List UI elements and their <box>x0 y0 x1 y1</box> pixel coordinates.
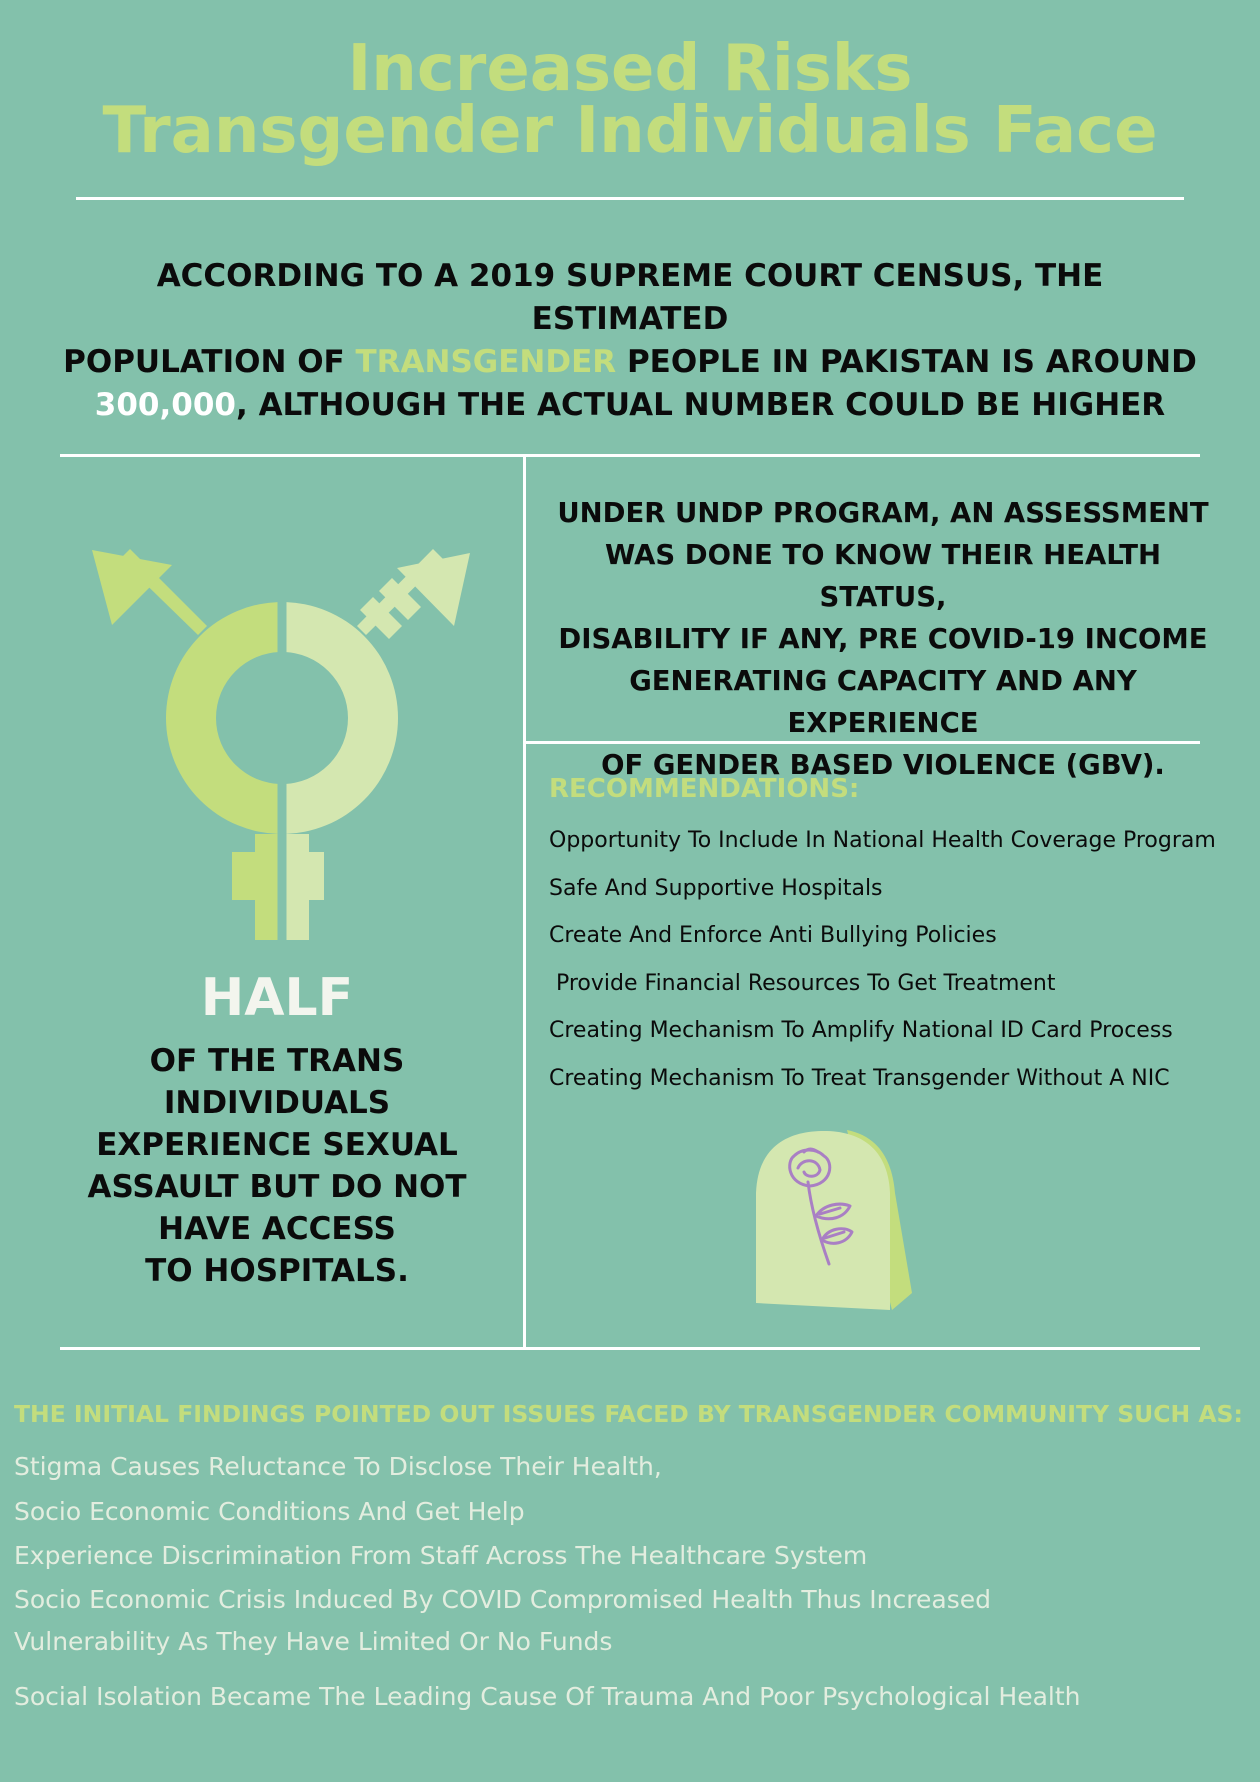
half-line: ASSAULT BUT DO NOT <box>87 1169 467 1205</box>
undp-line: DISABILITY IF ANY, PRE COVID-19 INCOME <box>558 623 1208 655</box>
divider-top <box>76 197 1184 200</box>
recommendation-item: Creating Mechanism To Treat Transgender Without A NIC <box>549 1065 1170 1091</box>
undp-line: WAS DONE TO KNOW THEIR HEALTH STATUS, <box>604 539 1162 613</box>
recommendation-item: Opportunity To Include In National Health Coverage Program <box>549 828 1216 853</box>
recommendations-list <box>549 828 1216 1114</box>
recommendation-item: Creating Mechanism To Amplify National ID Card Process <box>549 1018 1173 1044</box>
finding-item: Social Isolation Became The Leading Cause Of Trauma And Poor Psychological Health <box>14 1682 1081 1711</box>
census-population-number: 300,000 <box>94 387 236 423</box>
undp-line: GENERATING CAPACITY AND ANY EXPERIENCE <box>629 665 1137 739</box>
census-line-2-post: PEOPLE IN PAKISTAN IS AROUND <box>616 344 1197 380</box>
finding-item: Vulnerability As They Have Limited Or No Funds <box>14 1627 613 1656</box>
divider-grid-top <box>60 454 1200 457</box>
undp-line: UNDER UNDP PROGRAM, AN ASSESSMENT <box>557 497 1209 529</box>
census-highlight-transgender: TRANSGENDER <box>355 344 617 380</box>
finding-item: Experience Discrimination From Staff Across The Healthcare System <box>14 1541 868 1570</box>
finding-item: Socio Economic Crisis Induced By COVID Compromised Health Thus Increased <box>14 1585 991 1614</box>
recommendation-item: Create And Enforce Anti Bullying Policies <box>549 923 997 949</box>
half-line: TO HOSPITALS. <box>145 1253 409 1289</box>
half-line: INDIVIDUALS <box>163 1085 391 1121</box>
finding-item: Socio Economic Conditions And Get Help <box>14 1497 525 1526</box>
half-headline: HALF <box>200 968 354 1028</box>
recommendations-title: RECOMMENDATIONS: <box>549 774 860 804</box>
divider-grid-vertical <box>523 457 526 1347</box>
page-title-line-1: Increased Risks <box>347 32 913 106</box>
undp-assessment-text <box>538 492 1228 786</box>
recommendation-item: Provide Financial Resources To Get Treatment <box>549 970 1056 996</box>
tombstone-rose-icon <box>752 1128 917 1313</box>
undp-line: OF GENDER BASED VIOLENCE (GBV). <box>601 749 1165 781</box>
divider-grid-bottom <box>60 1347 1200 1350</box>
census-line-2-pre: POPULATION OF <box>63 344 356 380</box>
half-line: HAVE ACCESS <box>158 1211 396 1247</box>
census-line-3-post: , ALTHOUGH THE ACTUAL NUMBER COULD BE HIGHER <box>236 387 1166 423</box>
census-statement <box>60 255 1200 427</box>
half-line: OF THE TRANS <box>149 1043 405 1079</box>
finding-item: Stigma Causes Reluctance To Disclose Their Health, <box>14 1452 662 1481</box>
census-line-1: ACCORDING TO A 2019 SUPREME COURT CENSUS, THE ESTIMATED <box>156 258 1104 337</box>
half-line: EXPERIENCE SEXUAL <box>96 1127 458 1163</box>
half-description <box>62 1040 492 1292</box>
census-line-2 <box>60 341 1200 384</box>
page-title-line-2: Transgender Individuals Face <box>102 94 1158 168</box>
recommendation-item: Safe And Supportive Hospitals <box>549 875 883 901</box>
findings-title: THE INITIAL FINDINGS POINTED OUT ISSUES FACED BY TRANSGENDER COMMUNITY SUCH AS: <box>14 1400 1243 1428</box>
census-line-3 <box>60 384 1200 427</box>
transgender-symbol-icon <box>82 540 482 940</box>
